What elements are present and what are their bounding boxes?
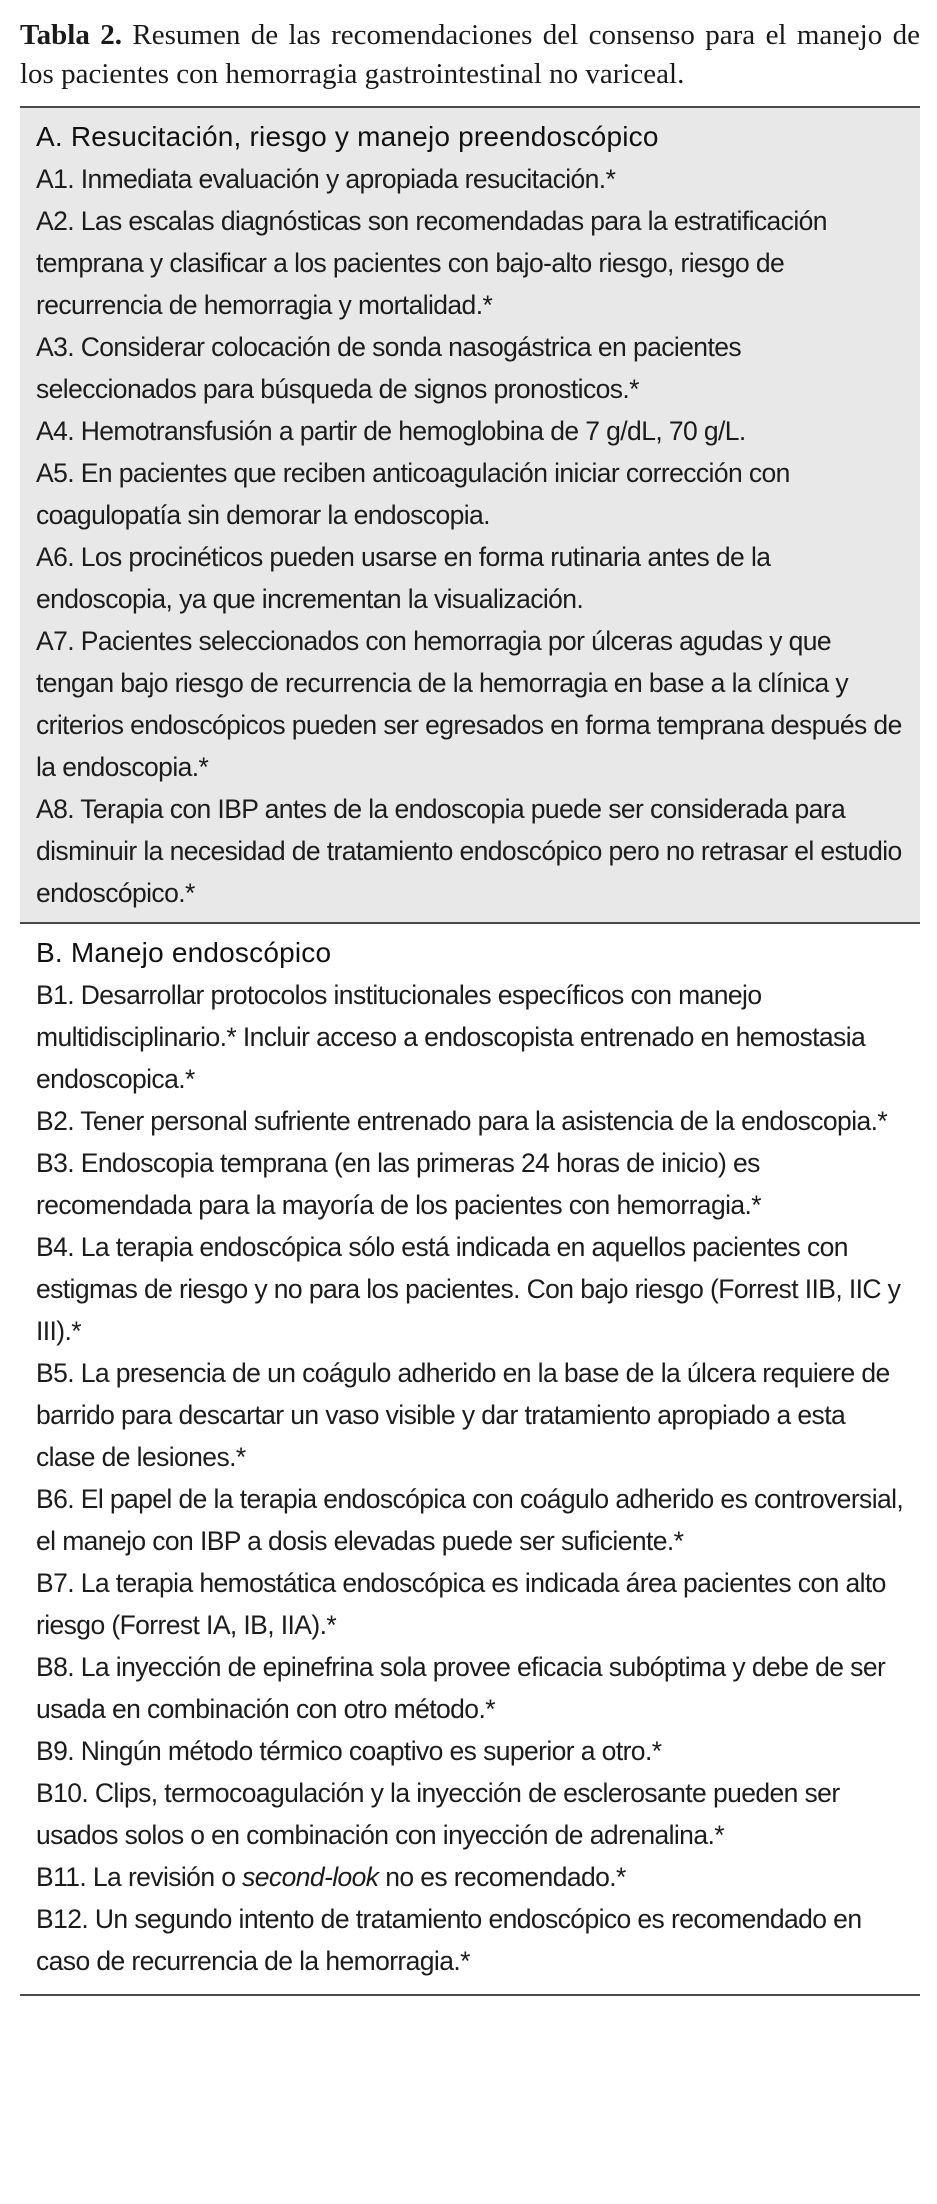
recommendation-a4: A4. Hemotransfusión a partir de hemoglobina de 7 g/dL, 70 g/L. <box>36 416 746 446</box>
recommendation-b4: B4. La terapia endoscópica sólo está indicada en aquellos pacientes con estigmas de riesgo y no para los pacientes. Con bajo riesgo (Forrest IIB, IIC y III).* <box>36 1232 901 1346</box>
recommendation-a2: A2. Las escalas diagnósticas son recomendadas para la estratificación temprana y clasificar a los pacientes con bajo-alto riesgo, riesgo de recurrencia de hemorragia y mortalidad.* <box>36 206 827 320</box>
recommendation-a8: A8. Terapia con IBP antes de la endoscopia puede ser considerada para disminuir la necesidad de tratamiento endoscópico pero no retrasar el estudio endoscópico.* <box>36 794 902 908</box>
recommendation-b3: B3. Endoscopia temprana (en las primeras 24 horas de inicio) es recomendada para la mayoría de los pacientes con hemorragia.* <box>36 1148 761 1220</box>
section-a-title: A. Resucitación, riesgo y manejo preendoscópico <box>36 121 659 152</box>
recommendation-b6: B6. El papel de la terapia endoscópica con coágulo adherido es controversial, el manejo con IBP a dosis elevadas puede ser suficiente.* <box>36 1484 904 1556</box>
recommendation-b11-emphasis: second-look <box>242 1862 379 1892</box>
table-caption <box>20 16 920 94</box>
recommendation-a1: A1. Inmediata evaluación y apropiada resucitación.* <box>36 164 616 194</box>
table-caption-label: Tabla 2. <box>20 19 123 51</box>
section-a <box>20 106 920 922</box>
table-caption-text: Resumen de las recomendaciones del consenso para el manejo de los pacientes con hemorragia gastrointestinal no variceal. <box>20 19 920 90</box>
recommendation-b7: B7. La terapia hemostática endoscópica es indicada área pacientes con alto riesgo (Forrest IA, IB, IIA).* <box>36 1568 886 1640</box>
recommendation-b5: B5. La presencia de un coágulo adherido en la base de la úlcera requiere de barrido para descartar un vaso visible y dar tratamiento apropiado a esta clase de lesiones.* <box>36 1358 890 1472</box>
section-b-title: B. Manejo endoscópico <box>36 937 332 968</box>
recommendation-b8: B8. La inyección de epinefrina sola provee eficacia subóptima y debe de ser usada en combinación con otro método.* <box>36 1652 886 1724</box>
recommendation-b11-end: no es recomendado.* <box>378 1862 626 1892</box>
recommendation-b10: B10. Clips, termocoagulación y la inyección de esclerosante pueden ser usados solos o en combinación con inyección de adrenalina.* <box>36 1778 840 1850</box>
recommendation-b12: B12. Un segundo intento de tratamiento endoscópico es recomendado en caso de recurrencia de la hemorragia.* <box>36 1904 862 1976</box>
recommendation-a5: A5. En pacientes que reciben anticoagulación iniciar corrección con coagulopatía sin demorar la endoscopia. <box>36 458 790 530</box>
section-b <box>20 922 920 1996</box>
recommendation-b1: B1. Desarrollar protocolos institucionales específicos con manejo multidisciplinario.* Incluir acceso a endoscopista entrenado en hemostasia endoscopica.* <box>36 980 866 1094</box>
recommendation-b11 <box>36 1856 904 1898</box>
recommendation-a6: A6. Los procinéticos pueden usarse en forma rutinaria antes de la endoscopia, ya que incrementan la visualización. <box>36 542 771 614</box>
document-page <box>20 16 920 1996</box>
recommendation-a3: A3. Considerar colocación de sonda nasogástrica en pacientes seleccionados para búsqueda de signos pronosticos.* <box>36 332 741 404</box>
recommendation-a7: A7. Pacientes seleccionados con hemorragia por úlceras agudas y que tengan bajo riesgo de recurrencia de la hemorragia en base a la clínica y criterios endoscópicos pueden ser egresados en forma temprana después de la endoscopia.* <box>36 626 902 782</box>
recommendation-b9: B9. Ningún método térmico coaptivo es superior a otro.* <box>36 1736 662 1766</box>
recommendation-b2: B2. Tener personal sufriente entrenado para la asistencia de la endoscopia.* <box>36 1106 888 1136</box>
recommendation-b11-start: B11. La revisión o <box>36 1862 243 1892</box>
